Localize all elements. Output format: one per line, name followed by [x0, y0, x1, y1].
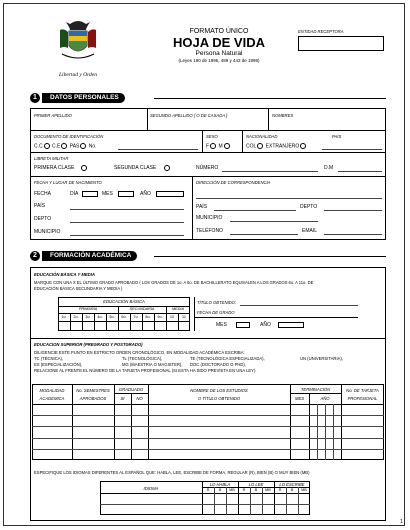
- grade-label-9: 10: [169, 315, 175, 319]
- media-header: MEDIA: [171, 307, 185, 311]
- level-label-1-1: B: [254, 488, 258, 492]
- sexo-f-radio[interactable]: [210, 143, 216, 149]
- grado-ano-label: AÑO: [260, 322, 271, 328]
- sup-doc: DOC (DOCTORADO O PHD),: [190, 362, 246, 367]
- doc-pas-label: PAS: [69, 143, 80, 150]
- col-profesional: PROFESIONAL: [347, 396, 378, 401]
- primer-apellido-label: PRIMER APELLIDO: [34, 113, 72, 118]
- dir-pais-label: PAÍS: [196, 204, 208, 210]
- col-ano: AÑO: [320, 396, 330, 401]
- ano-field[interactable]: [156, 191, 184, 197]
- section2-number: 2: [30, 251, 40, 261]
- level-label-1-2: MB: [265, 488, 271, 492]
- grade-label-3: 4o.: [97, 315, 103, 319]
- segunda-clase-radio[interactable]: [164, 165, 170, 171]
- direccion-label: DIRECCIÓN DE CORRESPONDENCIA: [196, 180, 271, 185]
- form-heading: [154, 28, 284, 64]
- section1-number: 1: [30, 93, 40, 103]
- dir-pais-line[interactable]: [214, 210, 296, 211]
- entidad-receptora-field[interactable]: [298, 36, 384, 51]
- segundo-apellido-label: SEGUNDO APELLIDO ( O DE CASADA ): [150, 113, 228, 118]
- lo-lee-header: LO LEE: [248, 482, 264, 487]
- titulo-obtenido-label: TÍTULO OBTENIDO:: [197, 300, 237, 305]
- libreta-label: LIBRETA MILITAR: [34, 156, 69, 161]
- seal-motto: Libertad y Orden: [59, 72, 97, 78]
- direccion-line[interactable]: [196, 198, 382, 199]
- col-nombre: NOMBRE DE LOS ESTUDIOS: [190, 388, 248, 393]
- entidad-receptora-label: ENTIDAD RECEPTORA: [298, 29, 344, 34]
- mes-label: MES: [102, 191, 113, 197]
- form-subtitle: Persona Natural: [195, 50, 243, 57]
- sup-mg: MG (MAESTRIA O MAGISTER),: [122, 362, 183, 367]
- sexo-m-label: M: [218, 143, 223, 150]
- doc-cc-radio[interactable]: [44, 143, 50, 149]
- dir-depto-line[interactable]: [324, 210, 382, 211]
- primera-clase-radio[interactable]: [81, 165, 87, 171]
- basica-instr2: EDUCACIÓN BÁSICA SECUNDARIA Y MEDIA ): [34, 286, 123, 291]
- level-label-2-2: MB: [301, 488, 307, 492]
- grade-row-divider: [58, 321, 190, 322]
- grade-checkbox-2[interactable]: [82, 321, 94, 331]
- grado-mes-label: MES: [216, 322, 227, 328]
- sexo-f-label: F: [206, 143, 210, 150]
- grade-label-8: 9o.: [157, 315, 163, 319]
- grade-label-10: 11: [182, 315, 186, 319]
- grade-label-7: 8o.: [145, 315, 151, 319]
- superior-instr1: DILIGENCIE ESTE PUNTO EN ESTRICTO ORDEN CRONOLÓGICO, EN MODALIDAD ACADÉMICA ESCRIBA:: [34, 350, 245, 355]
- superior-title: EDUCACION SUPERIOR (PREGRADO Y POSTGRADO): [34, 342, 143, 347]
- col-tarjeta: No. DE TARJETA: [346, 388, 379, 393]
- pais-line[interactable]: [322, 149, 382, 150]
- nac-col-label: COL: [246, 143, 257, 150]
- dm-line[interactable]: [338, 171, 382, 172]
- grade-label-5: 6o.: [121, 315, 127, 319]
- year-digit-divider: [325, 404, 326, 460]
- basica-title: EDUCACIÓN BÁSICA Y MEDIA: [34, 272, 95, 277]
- municipio-nac-label: MUNICIPIO: [34, 229, 61, 235]
- telefono-label: TELÉFONO: [196, 228, 223, 234]
- sup-un: UN (UNIVERSITARIA),: [300, 356, 343, 361]
- sexo-m-radio[interactable]: [224, 143, 230, 149]
- segunda-clase-label: SEGUNDA CLASE: [114, 165, 157, 171]
- doc-pas-radio[interactable]: [80, 143, 86, 149]
- primaria-header: PRIMARIA: [78, 307, 98, 311]
- level-label-0-0: R: [206, 488, 210, 492]
- level-label-2-0: R: [278, 488, 282, 492]
- depto-nac-line[interactable]: [70, 222, 184, 223]
- fecha-grado-label: FECHA DE GRADO: [197, 310, 235, 315]
- sup-tl: TL (TECNOLÓGICA),: [122, 356, 163, 361]
- sup-te: TE (TECNOLÓGICA ESPECIALIZADA),: [190, 356, 265, 361]
- edu-basica-header: EDUCACIÓN BÁSICA: [103, 299, 145, 304]
- dia-label: DÍA: [70, 191, 79, 197]
- numero-line[interactable]: [222, 171, 318, 172]
- col-aprobados: APROBADOS: [79, 396, 107, 401]
- col-academica: ACADÉMICA: [39, 396, 65, 401]
- grade-checkbox-1[interactable]: [70, 321, 82, 331]
- col-o-titulo: O TÍTULO OBTENIDO: [197, 396, 241, 401]
- sup-tc: TC (TÉCNICA),: [34, 356, 64, 361]
- pais-nac-line[interactable]: [70, 209, 184, 210]
- col-semestres: No. SEMESTRES: [76, 388, 110, 393]
- grade-label-2: 3o.: [85, 315, 91, 319]
- colombia-coat-of-arms: [56, 18, 100, 68]
- year-digit-divider: [333, 404, 334, 460]
- ano-label: AÑO: [140, 191, 151, 197]
- doc-cc-label: C.C: [34, 143, 43, 150]
- doc-no-label: No.: [88, 143, 97, 150]
- doc-number-line[interactable]: [118, 149, 198, 150]
- section2-rule: [154, 256, 386, 257]
- lo-escribe-header: LO ESCRIBE: [279, 482, 305, 487]
- grade-checkbox-6[interactable]: [130, 321, 142, 331]
- grade-label-6: 7o.: [133, 315, 139, 319]
- doc-ce-label: C.E: [52, 143, 61, 150]
- level-label-1-0: R: [242, 488, 246, 492]
- pais-label: PAÍS: [332, 134, 342, 139]
- level-divider: [298, 487, 299, 515]
- table-row[interactable]: [32, 415, 384, 416]
- section1-rule: [154, 98, 386, 99]
- grado-ano-field[interactable]: [278, 322, 304, 328]
- grade-label-1: 2o.: [73, 315, 79, 319]
- documento-label: DOCUMENTO DE IDENTIFICACIÓN: [34, 134, 104, 139]
- level-label-2-1: B: [290, 488, 294, 492]
- grade-checkbox-0[interactable]: [58, 321, 70, 331]
- coat-of-arms-icon: [56, 18, 100, 68]
- table-row[interactable]: [32, 449, 384, 450]
- col-modalidad: MODALIDAD: [39, 388, 65, 393]
- sexo-label: SEXO: [206, 134, 218, 139]
- fecha-lugar-label: FECHA Y LUGAR DE NACIMIENTO: [34, 180, 102, 185]
- col-no: NO: [136, 396, 143, 401]
- table-row[interactable]: [32, 426, 384, 427]
- lo-habla-header: LO HABLA: [209, 482, 231, 487]
- dir-depto-label: DEPTO: [300, 204, 318, 210]
- email-line[interactable]: [324, 234, 382, 235]
- municipio-nac-line[interactable]: [70, 235, 184, 236]
- col-mes: MES: [294, 396, 305, 401]
- mes-field[interactable]: [118, 191, 134, 197]
- form-laws: (Leyes 190 de 1995, 489 y 443 de 1998): [178, 58, 260, 63]
- grado-mes-field[interactable]: [236, 322, 250, 328]
- dm-label: D.M: [324, 165, 334, 171]
- page-number: 1: [400, 519, 403, 525]
- grade-label-4: 5o.: [109, 315, 115, 319]
- form-page: [3, 3, 405, 526]
- grade-label-0: 1o.: [61, 315, 67, 319]
- level-divider: [226, 487, 227, 515]
- level-divider: [286, 487, 287, 515]
- documento-options[interactable]: [34, 143, 97, 149]
- sup-es: ES (ESPECIALIZACIÓN),: [34, 362, 83, 367]
- depto-nac-label: DEPTO: [34, 216, 52, 222]
- nac-col-radio[interactable]: [257, 143, 263, 149]
- grade-checkbox-5[interactable]: [118, 321, 130, 331]
- nombres-label: NOMBRES: [272, 113, 294, 118]
- grade-checkbox-9[interactable]: [166, 321, 178, 331]
- sexo-options[interactable]: [206, 143, 231, 149]
- nacionalidad-options[interactable]: [246, 143, 307, 149]
- level-label-0-1: B: [218, 488, 222, 492]
- col-si: SI: [120, 396, 125, 401]
- level-divider: [250, 487, 251, 515]
- level-divider: [214, 487, 215, 515]
- primera-clase-label: PRIMERA CLASE: [34, 165, 75, 171]
- nacionalidad-label: NACIONALIDAD: [246, 134, 278, 139]
- idioma-header: IDIOMA: [143, 486, 159, 491]
- col-graduado: GRADUADO: [118, 387, 144, 392]
- titulo-obtenido-line[interactable]: [240, 305, 358, 306]
- form-title: HOJA DE VIDA: [173, 35, 265, 50]
- dir-municipio-label: MUNICIPIO: [196, 215, 223, 221]
- table-row[interactable]: [32, 438, 384, 439]
- grade-checkbox-8[interactable]: [154, 321, 166, 331]
- level-divider: [262, 487, 263, 515]
- nac-ext-radio[interactable]: [300, 143, 306, 149]
- section1-title: DATOS PERSONALES: [42, 93, 125, 103]
- grade-checkbox-4[interactable]: [106, 321, 118, 331]
- basica-instr1: MARQUE CON UNA X EL ÚLTIMO GRADO APROBADO ( LOS GRADOS DE 1o. A 6o. DE BACHILLERATO EQUIVALEN A LOS GRADOS 6o. A 11o. DE: [34, 280, 314, 285]
- dir-municipio-line[interactable]: [230, 221, 318, 222]
- grade-checkbox-7[interactable]: [142, 321, 154, 331]
- year-digit-divider: [317, 404, 318, 460]
- grade-checkbox-10[interactable]: [178, 321, 190, 331]
- grade-checkbox-3[interactable]: [94, 321, 106, 331]
- superior-instr3: RELACIONE AL FRENTE EL NÚMERO DE LA TARJETA PROFESIONAL (SI ESTA HA SIDO PREVISTA EN UNA LEY).: [34, 368, 257, 373]
- numero-label: NÚMERO: [196, 165, 219, 171]
- section2-title: FORMACIÓN ACADÉMICA: [42, 251, 137, 261]
- level-label-0-2: MB: [229, 488, 235, 492]
- nac-ext-label: EXTRANJERO: [265, 143, 300, 150]
- pais-nac-label: PAÍS: [34, 203, 46, 209]
- doc-ce-radio[interactable]: [61, 143, 67, 149]
- idiomas-instr: ESPECIFIQUE LOS IDIOMAS DIFERENTES AL ESPAÑOL QUE: HABLA, LEE, ESCRIBE DE FORMA, REGULAR (R), BIEN (B) O MUY BIEN (MB): [34, 470, 310, 475]
- form-line1: FORMATO ÚNICO: [189, 28, 249, 35]
- fecha-label: FECHA: [34, 191, 51, 197]
- col-terminacion: TERMINACIÓN: [300, 387, 331, 392]
- dia-field[interactable]: [82, 191, 98, 197]
- telefono-line[interactable]: [230, 234, 298, 235]
- email-label: EMAIL: [302, 228, 318, 234]
- secundaria-header: SECUNDARIA: [129, 307, 155, 311]
